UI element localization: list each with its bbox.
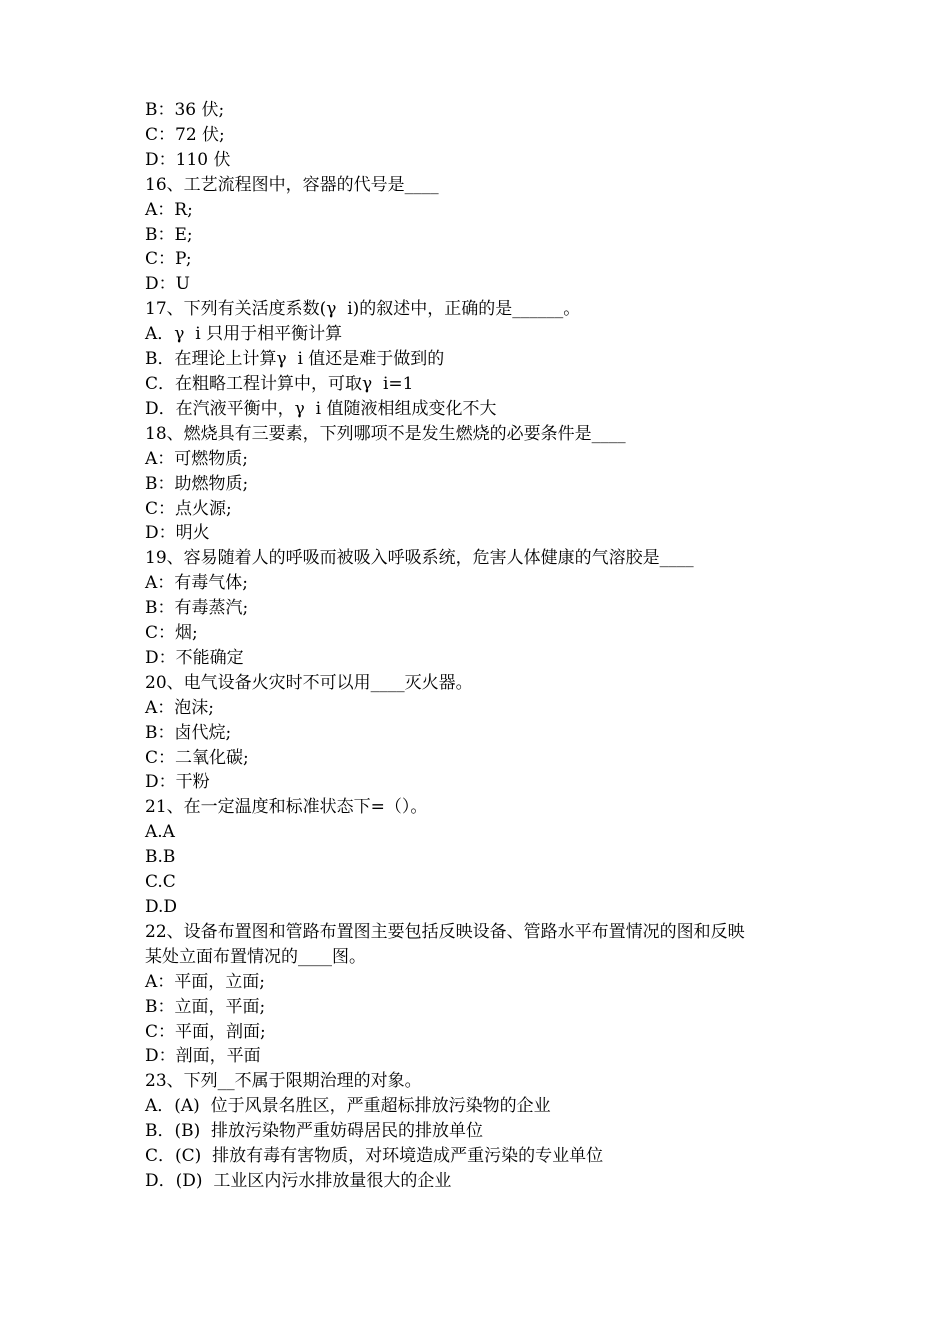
question-22-line-1: 22、设备布置图和管路布置图主要包括反映设备、管路水平布置情况的图和反映 [145, 921, 745, 942]
option-b-q20: B：卤代烷; [145, 722, 232, 743]
option-d-q18: D：明火 [145, 523, 210, 544]
option-b-q18: B：助燃物质; [145, 473, 249, 494]
option-d-q21: D.D [145, 897, 178, 917]
question-19: 19、容易随着人的呼吸而被吸入呼吸系统，危害人体健康的气溶胶是____ [145, 548, 694, 569]
option-b-q19: B：有毒蒸汽; [145, 598, 249, 619]
question-17: 17、下列有关活度系数(γ i)的叙述中，正确的是______。 [145, 299, 581, 320]
option-a-q17: A．γ i 只用于相平衡计算 [145, 324, 343, 345]
option-a-q22: A：平面，立面; [145, 971, 266, 992]
option-d-q19: D：不能确定 [145, 647, 244, 668]
option-d-q15: D：110 伏 [145, 149, 231, 170]
question-22-line-2: 某处立面布置情况的____图。 [145, 946, 366, 967]
option-b-q23: B．(B) 排放污染物严重妨碍居民的排放单位 [145, 1121, 484, 1142]
option-c-q23: C．(C) 排放有毒有害物质，对环境造成严重污染的专业单位 [145, 1146, 604, 1167]
option-c-q17: C．在粗略工程计算中，可取γ i=1 [145, 373, 414, 394]
option-d-q22: D：剖面，平面 [145, 1046, 261, 1067]
document-body [145, 98, 845, 1194]
question-18: 18、燃烧具有三要素，下列哪项不是发生燃烧的必要条件是____ [145, 423, 626, 444]
option-d-q16: D：U [145, 274, 190, 295]
option-c-q16: C：P; [145, 249, 192, 270]
option-c-q21: C.C [145, 872, 176, 893]
option-c-q22: C：平面，剖面; [145, 1021, 266, 1042]
option-a-q20: A：泡沫; [145, 697, 215, 718]
option-c-q18: C：点火源; [145, 498, 232, 519]
option-c-q20: C：二氧化碳; [145, 747, 249, 768]
option-d-q17: D．在汽液平衡中，γ i 值随液相组成变化不大 [145, 398, 497, 419]
option-c-q19: C：烟; [145, 623, 198, 644]
option-c-q15: C：72 伏; [145, 124, 225, 145]
option-a-q23: A．(A) 位于风景名胜区，严重超标排放污染物的企业 [145, 1096, 551, 1117]
option-b-q15: B：36 伏; [145, 100, 225, 120]
question-16: 16、工艺流程图中，容器的代号是____ [145, 174, 439, 195]
option-b-q16: B：E; [145, 224, 193, 245]
question-21: 21、在一定温度和标准状态下=（）。 [145, 797, 428, 818]
question-23: 23、下列__不属于限期治理的对象。 [145, 1071, 422, 1092]
question-20: 20、电气设备火灾时不可以用____灭火器。 [145, 672, 473, 693]
option-a-q21: A.A [145, 822, 175, 843]
option-b-q22: B：立面，平面; [145, 996, 266, 1017]
option-d-q23: D．(D) 工业区内污水排放量很大的企业 [145, 1170, 452, 1191]
option-b-q17: B．在理论上计算γ i 值还是难于做到的 [145, 349, 445, 370]
option-b-q21: B.B [145, 847, 176, 868]
option-a-q18: A：可燃物质; [145, 448, 249, 469]
option-d-q20: D：干粉 [145, 772, 210, 793]
option-a-q19: A：有毒气体; [145, 573, 249, 594]
option-a-q16: A：R; [145, 199, 193, 220]
